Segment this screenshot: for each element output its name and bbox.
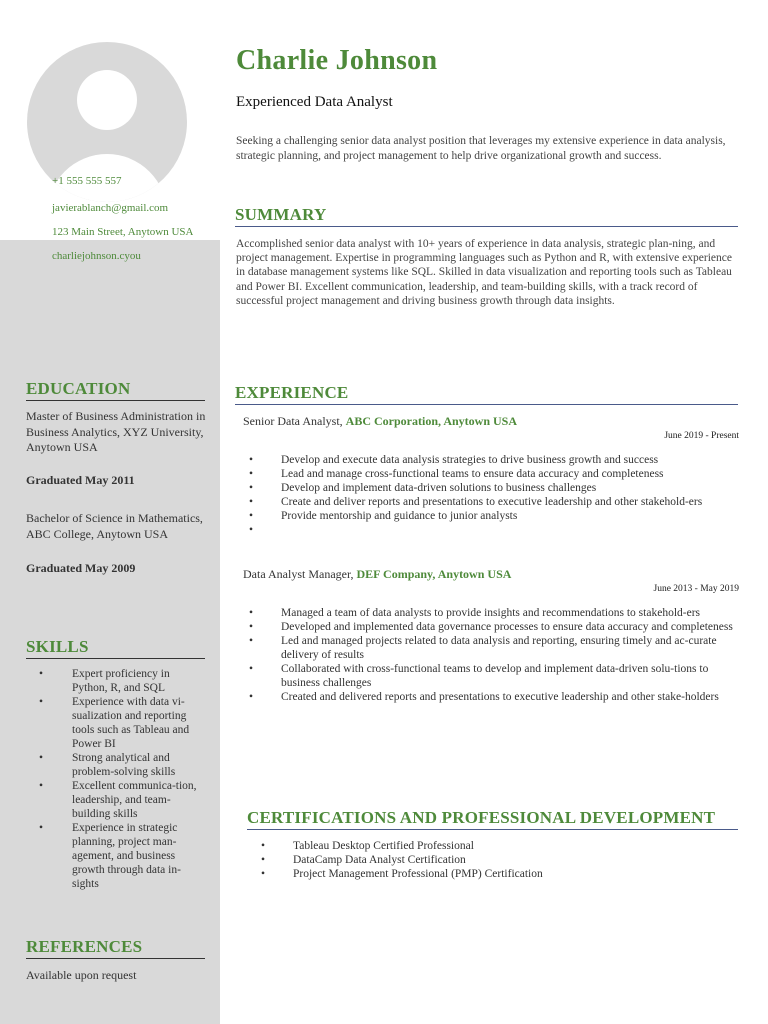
education-heading: EDUCATION [26, 379, 205, 401]
summary-heading: SUMMARY [235, 205, 738, 227]
certification-item: • DataCamp Data Analyst Certification [247, 853, 737, 867]
education-degree-2: Bachelor of Science in Mathematics, ABC College, Anytown USA [26, 511, 203, 541]
education-graduated-1: Graduated May 2011 [26, 473, 135, 487]
job-bullets-2 [243, 606, 740, 704]
job-company: ABC Corporation, Anytown USA [345, 414, 518, 428]
skill-item: • Expert proficiency in Python, R, and SQL [26, 667, 206, 695]
contact-phone[interactable]: +1 555 555 557 [52, 175, 122, 187]
job-role: Data Analyst Manager, [243, 567, 357, 581]
certifications-heading: CERTIFICATIONS AND PROFESSIONAL DEVELOPMENT [247, 808, 738, 830]
job-bullet: • Collaborated with cross-functional teams to develop and implement data-driven solu-tions to business challenges [243, 662, 740, 690]
skill-item: • Excellent communica-tion, leadership, and team-building skills [26, 779, 206, 821]
job-bullet: • Managed a team of data analysts to provide insights and recommendations to stakehold-ers [243, 606, 740, 620]
job-bullet: • Provide mentorship and guidance to junior analysts [243, 509, 740, 523]
avatar-head-silhouette [77, 70, 137, 130]
job-dates-2: June 2013 - May 2019 [653, 584, 739, 594]
job-bullet: • Lead and manage cross-functional teams to ensure data accuracy and completeness [243, 467, 740, 481]
experience-heading: EXPERIENCE [235, 383, 738, 405]
contact-email[interactable]: javierablanch@gmail.com [52, 202, 169, 214]
skill-item: • Experience in strategic planning, project man-agement, and business growth through data in-sights [26, 821, 206, 891]
job-bullet [243, 523, 740, 537]
contact-website[interactable]: charliejohnson.cyou [52, 250, 141, 262]
certification-item: • Project Management Professional (PMP) Certification [247, 867, 737, 881]
sidebar-background [0, 240, 220, 1024]
skill-item: • Strong analytical and problem-solving skills [26, 751, 206, 779]
candidate-name: Charlie Johnson [236, 45, 438, 76]
job-role: Senior Data Analyst, [243, 414, 346, 428]
skills-list [26, 667, 206, 891]
contact-address [52, 226, 193, 239]
references-heading: REFERENCES [26, 937, 205, 959]
job-bullet: • Develop and execute data analysis strategies to drive business growth and success [243, 453, 740, 467]
job-bullet: • Led and managed projects related to data analysis and reporting, ensuring timely and ac-curate delivery of results [243, 634, 740, 662]
contact-address-text: 123 Main Street, Anytown USA [52, 226, 194, 238]
job-title-1 [243, 414, 517, 429]
job-bullet: • Developed and implemented data governance processes to ensure data accuracy and completeness [243, 620, 740, 634]
summary-text: Accomplished senior data analyst with 10+ years of experience in data analysis, strategic plan-ning, and project management. Expertise in programming languages such as Python and R, with extensive experience in database management systems like SQL. Skilled in data visualization and reporting tools such as Tableau and Power BI. Excellent communication, leadership, and team-building skills, with a track record of successful project management and driving business growth through data insights. [236, 238, 732, 307]
objective-statement: Seeking a challenging senior data analyst position that leverages my extensive experience in data analysis, strategic planning, and project management to help drive organizational growth and success. [236, 135, 726, 162]
skills-heading: SKILLS [26, 637, 205, 659]
education-degree-1: Master of Business Administration in Business Analytics, XYZ University, Anytown USA [26, 409, 206, 454]
certifications-list [247, 839, 737, 881]
job-title-2 [243, 567, 511, 582]
certification-item: • Tableau Desktop Certified Professional [247, 839, 737, 853]
skill-item: • Experience with data vi-sualization and reporting tools such as Tableau and Power BI [26, 695, 206, 751]
job-bullet: • Create and deliver reports and presentations to executive leadership and other stakehold-ers [243, 495, 740, 509]
job-bullets-1 [243, 453, 740, 537]
education-graduated-2: Graduated May 2009 [26, 561, 136, 575]
job-dates-1: June 2019 - Present [664, 431, 739, 441]
job-company: DEF Company, Anytown USA [356, 567, 512, 581]
candidate-title: Experienced Data Analyst [236, 94, 393, 110]
job-bullet: • Develop and implement data-driven solutions to business challenges [243, 481, 740, 495]
references-text: Available upon request [26, 968, 137, 982]
job-bullet: • Created and delivered reports and presentations to executive leadership and other stake-holders [243, 690, 740, 704]
